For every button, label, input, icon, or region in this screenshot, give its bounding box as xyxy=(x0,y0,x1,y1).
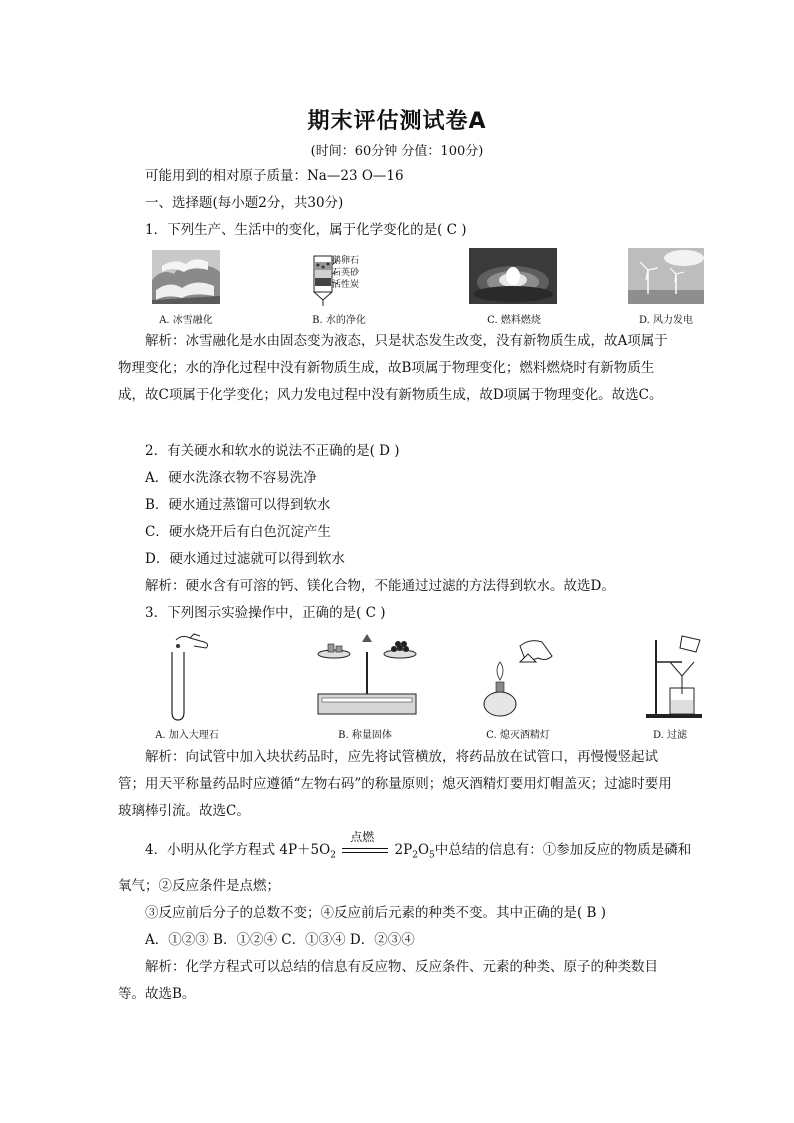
question-4-stem-tail: 中总结的信息有：①参加反应的物质是磷和 xyxy=(434,842,692,858)
question-4-stem-line3: ③反应前后分子的总数不变；④反应前后元素的种类不变。其中正确的是( B ) xyxy=(145,905,607,921)
atomic-mass-note: 可能用到的相对原子质量：Na—23 O—16 xyxy=(145,168,404,184)
equation-reactants: 4．小明从化学方程式 4P＋5O xyxy=(145,842,331,858)
page-title: 期末评估测试卷A xyxy=(307,109,487,134)
subscript-o2: 2 xyxy=(330,850,336,861)
q3-caption-a: A. 加入大理石 xyxy=(155,730,219,741)
q1-caption-d: D. 风力发电 xyxy=(638,315,694,326)
q1-caption-a: A. 冰雪融化 xyxy=(159,315,213,326)
reaction-arrow xyxy=(340,829,390,860)
question-3-analysis xyxy=(118,744,678,825)
question-2-option-b: B．硬水通过蒸馏可以得到软水 xyxy=(145,497,331,513)
question-4-stem-line2: 氧气；②反应条件是点燃； xyxy=(118,878,280,894)
question-4-analysis xyxy=(118,954,678,1008)
question-2-analysis: 解析：硬水含有可溶的钙、镁化合物，不能通过过滤的方法得到软水。故选D。 xyxy=(145,578,615,594)
question-4-analysis-text: 解析：化学方程式可以总结的信息有反应物、反应条件、元素的种类、原子的种类数目等。故选B。 xyxy=(118,959,658,1002)
page-subtitle: (时间：60分钟 分值：100分) xyxy=(310,144,484,159)
wind-power-image xyxy=(628,248,704,304)
test-tube-marble-image xyxy=(160,632,216,722)
question-4-stem-line1: 4．小明从化学方程式 $4P+5O_2$ 点燃 $2P_2O_5$中总结的信息有：①参加反应的物质是磷和 xyxy=(145,829,692,861)
question-1-analysis xyxy=(118,328,678,409)
fuel-burning-image xyxy=(469,248,557,304)
filter-label-carbon: 活性炭 xyxy=(332,280,360,290)
section-heading: 一、选择题(每小题2分，共30分) xyxy=(145,195,344,211)
q3-caption-c: C. 熄灭酒精灯 xyxy=(486,730,550,741)
q1-caption-b: B. 水的净化 xyxy=(312,315,366,326)
filter-label-sand: 石英砂 xyxy=(332,268,360,278)
question-1-stem: 1．下列生产、生活中的变化，属于化学变化的是( C ) xyxy=(145,222,467,238)
question-2-option-c: C．硬水烧开后有白色沉淀产生 xyxy=(145,524,331,540)
question-3-analysis-text: 解析：向试管中加入块状药品时，应先将试管横放，将药品放在试管口，再慢慢竖起试管；用天平称量药品时应遵循“左物右码”的称量原则；熄灭酒精灯要用灯帽盖灭；过滤时要用玻璃棒引流。故选C。 xyxy=(118,749,672,819)
q3-caption-b: B. 称量固体 xyxy=(338,730,392,741)
q3-caption-d: D. 过滤 xyxy=(652,730,688,741)
question-2-option-a: A．硬水洗涤衣物不容易洗净 xyxy=(145,470,317,486)
ice-melting-image xyxy=(152,250,220,304)
question-3-stem: 3．下列图示实验操作中，正确的是( C ) xyxy=(145,605,386,621)
question-2-stem: 2．有关硬水和软水的说法不正确的是( D ) xyxy=(145,443,400,459)
filtration-apparatus-image xyxy=(642,632,708,722)
reaction-condition: 点燃 xyxy=(350,829,375,844)
filter-label-pebble: 鹅卵石 xyxy=(332,256,360,266)
alcohol-lamp-image xyxy=(480,632,570,722)
question-2-option-d: D．硬水通过过滤就可以得到软水 xyxy=(145,551,345,567)
balance-scale-image xyxy=(312,632,422,722)
q1-caption-c: C. 燃料燃烧 xyxy=(487,315,541,326)
question-1-analysis-text: 解析：冰雪融化是水由固态变为液态，只是状态发生改变，没有新物质生成，故A项属于物理变化；水的净化过程中没有新物质生成，故B项属于物理变化；燃料燃烧时有新物质生成，故C项属于化学变化；风力发电过程中没有新物质生成，故D项属于物理变化。故选C。 xyxy=(118,333,668,403)
question-4-options: A．①②③ B．①②④ C．①③④ D．②③④ xyxy=(145,932,415,948)
equation-product: 2P xyxy=(394,842,413,858)
